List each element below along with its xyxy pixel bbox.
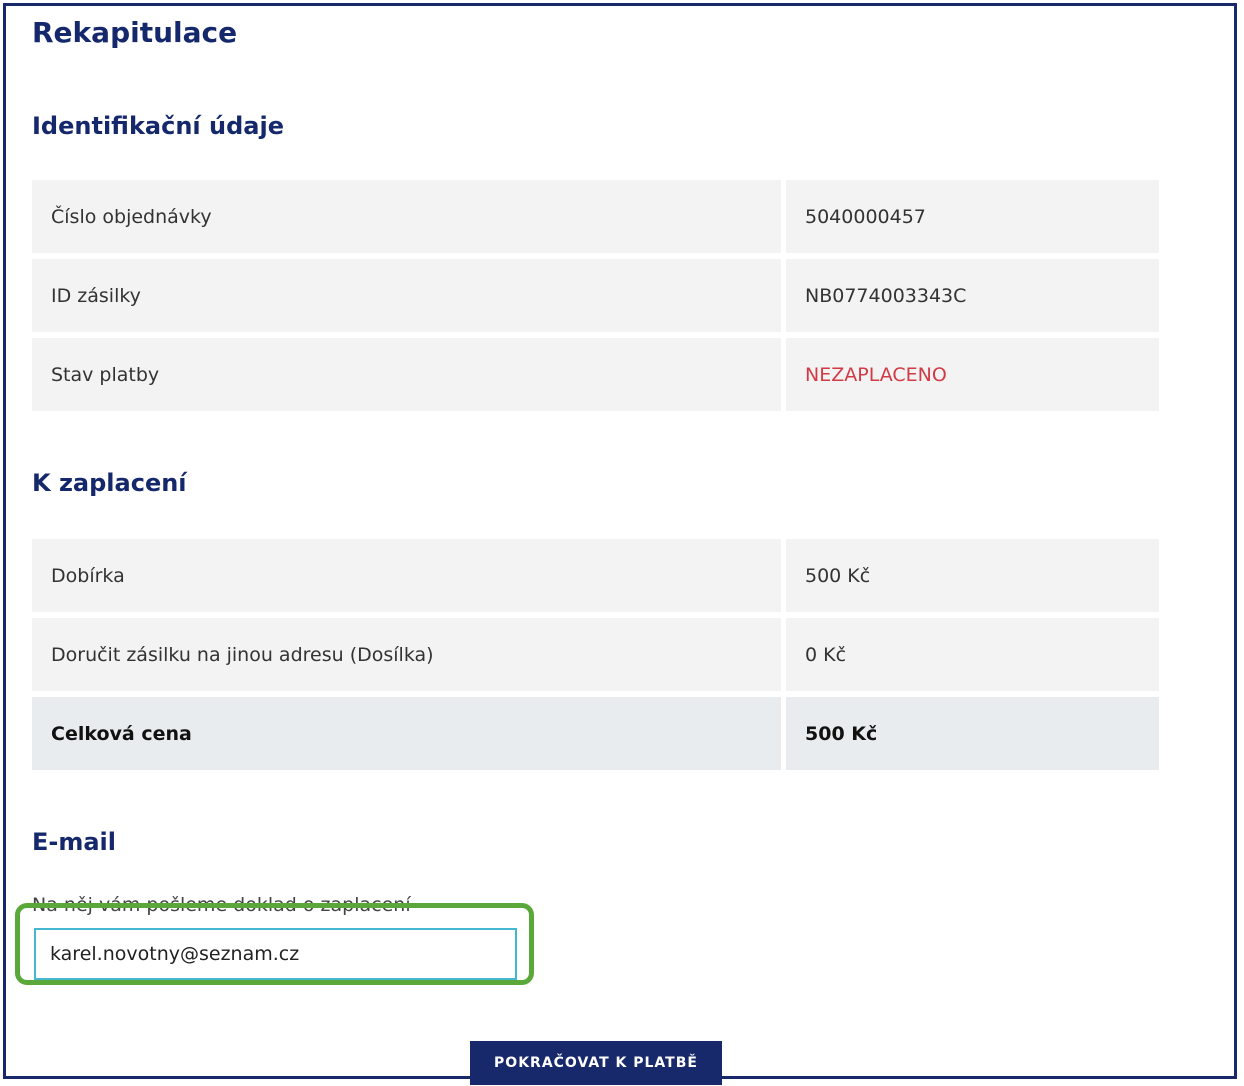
email-hint: Na něj vám pošleme doklad o zaplacení (32, 894, 411, 916)
cod-row (32, 539, 1159, 612)
shipment-id-row (32, 259, 1159, 332)
redelivery-row (32, 618, 1159, 691)
order-number-value: 5040000457 (786, 180, 1159, 253)
shipment-id-value: NB0774003343C (786, 259, 1159, 332)
page-frame (3, 3, 1237, 1079)
total-label: Celková cena (32, 697, 781, 770)
payment-table (32, 539, 1159, 776)
cod-value: 500 Kč (786, 539, 1159, 612)
identification-table (32, 180, 1159, 417)
page-title: Rekapitulace (32, 16, 238, 49)
order-number-label: Číslo objednávky (32, 180, 781, 253)
redelivery-value: 0 Kč (786, 618, 1159, 691)
continue-to-payment-button[interactable]: POKRAČOVAT K PLATBĚ (470, 1041, 722, 1085)
redelivery-label: Doručit zásilku na jinou adresu (Dosílka) (32, 618, 781, 691)
email-heading: E-mail (32, 828, 117, 856)
total-value: 500 Kč (786, 697, 1159, 770)
order-number-row (32, 180, 1159, 253)
cod-label: Dobírka (32, 539, 781, 612)
payment-heading: K zaplacení (32, 469, 187, 497)
identification-heading: Identifikační údaje (32, 112, 284, 140)
payment-status-label: Stav platby (32, 338, 781, 411)
payment-status-row (32, 338, 1159, 411)
total-row (32, 697, 1159, 770)
email-input[interactable] (34, 928, 517, 980)
shipment-id-label: ID zásilky (32, 259, 781, 332)
payment-status-value: NEZAPLACENO (786, 338, 1159, 411)
